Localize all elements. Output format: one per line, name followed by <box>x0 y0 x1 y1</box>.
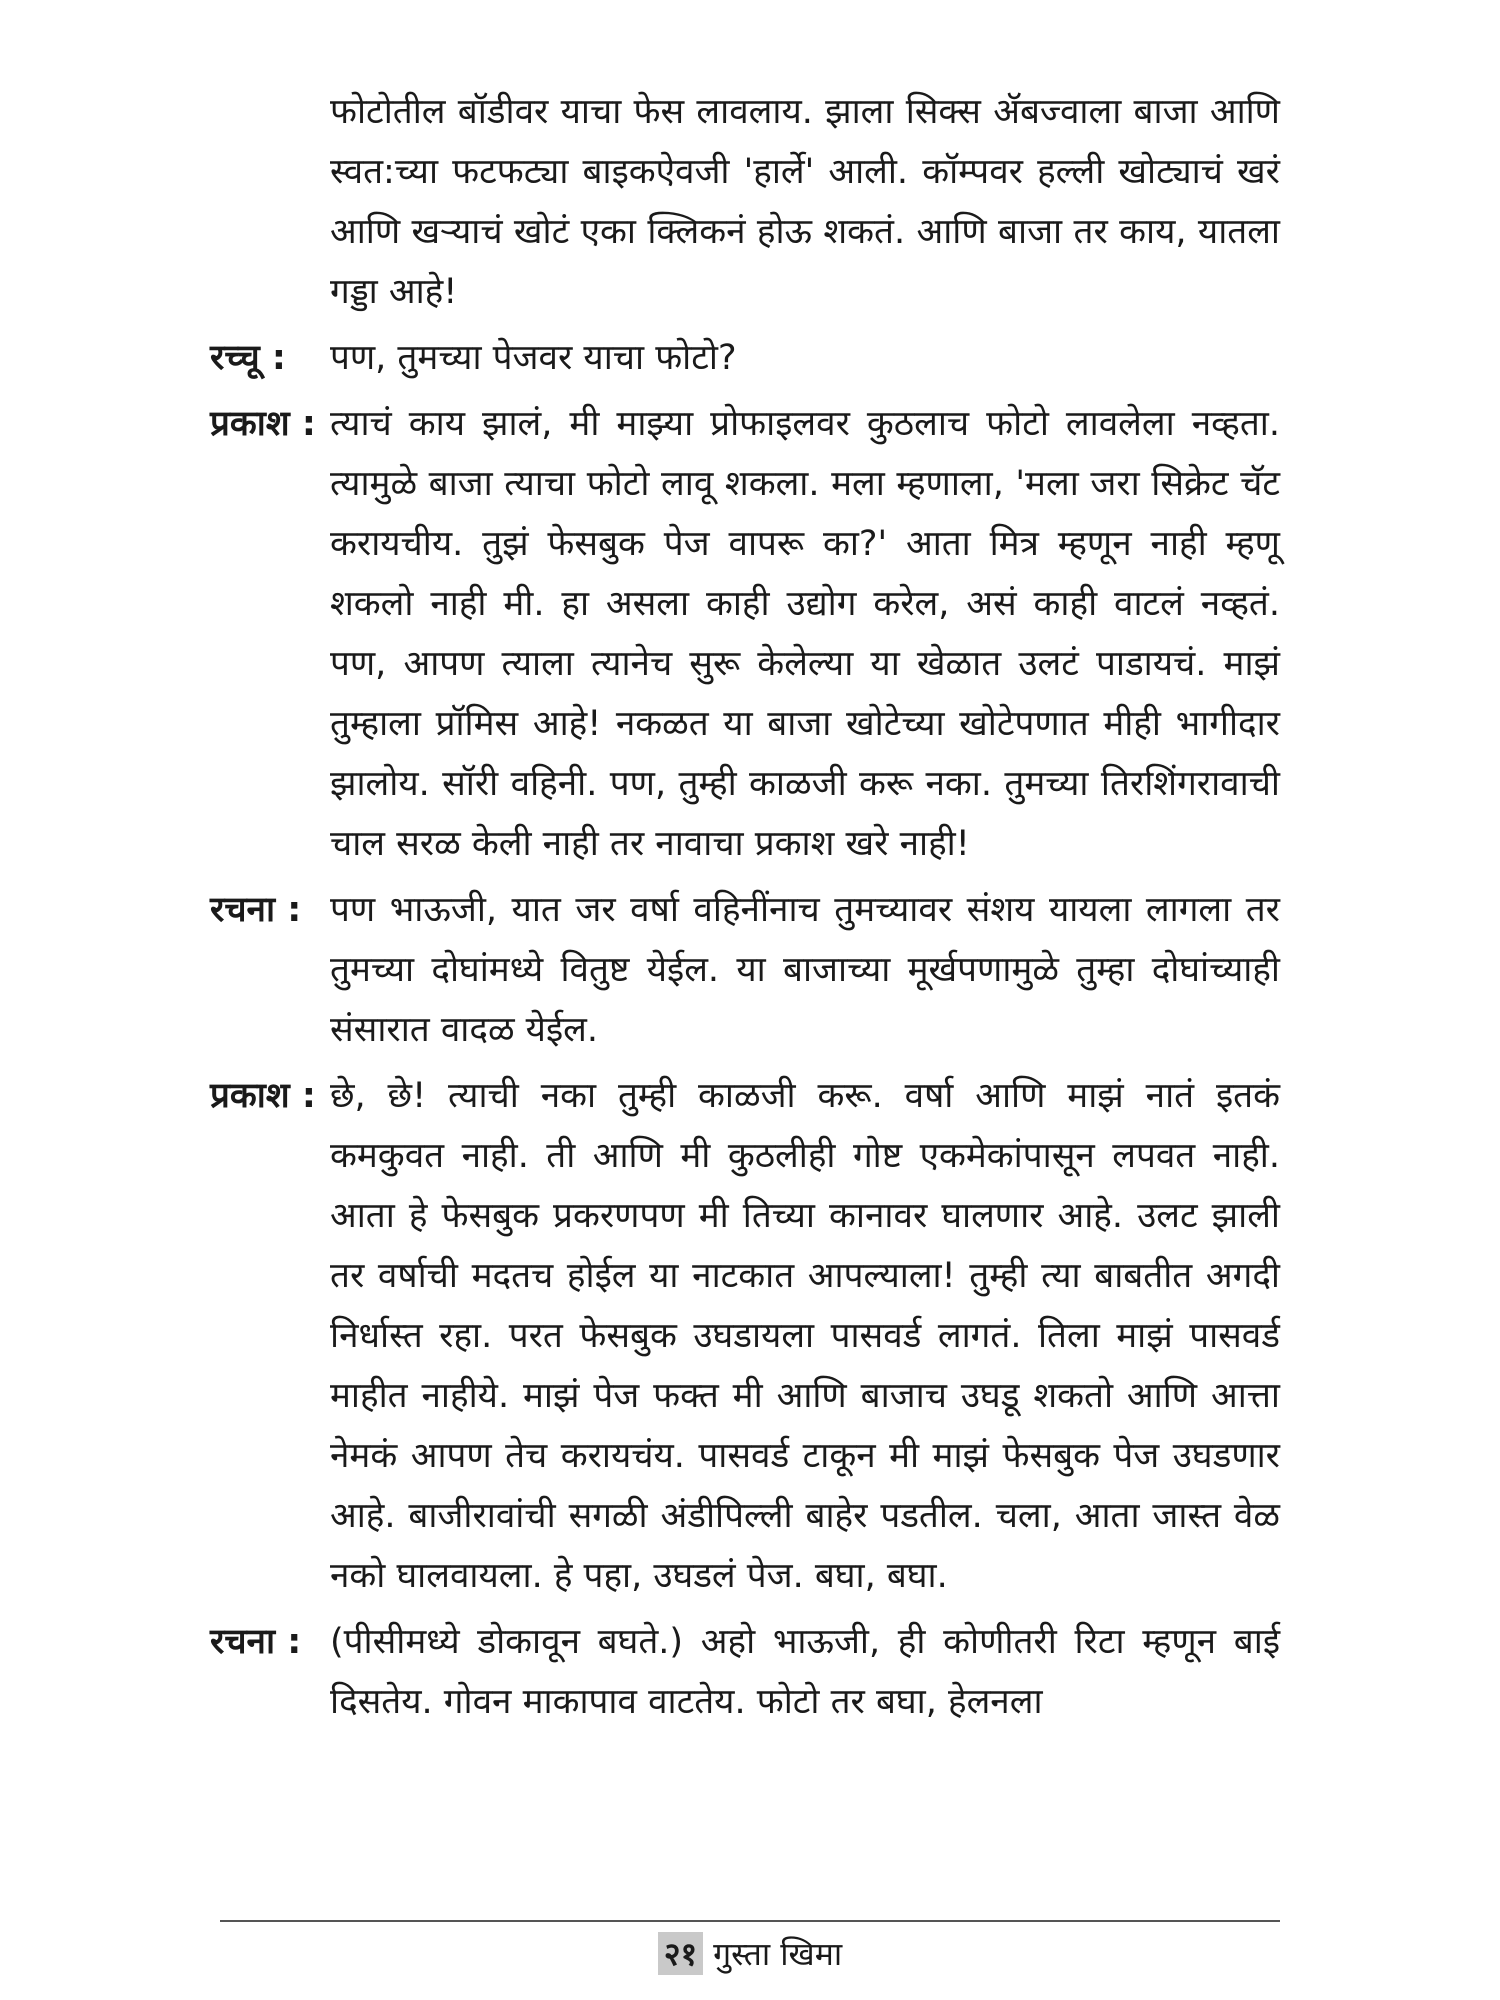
speaker-label: रच्चू : <box>210 338 286 378</box>
speaker-label: रचना : <box>210 1622 302 1662</box>
dialogue-block <box>210 1612 1280 1732</box>
dialogue-block <box>210 880 1280 1060</box>
page-footer <box>220 1920 1280 1975</box>
footer-line <box>220 1932 1280 1975</box>
dialogue-text: (पीसीमध्ये डोकावून बघते.) अहो भाऊजी, ही कोणीतरी रिटा म्हणून बाई दिसतेय. गोवन माकापाव वाटतेय. फोटो तर बघा, हेलनला <box>330 1622 1280 1722</box>
dialogue-text: पण, तुमच्या पेजवर याचा फोटो? <box>330 338 737 378</box>
footer-divider <box>220 1920 1280 1922</box>
page-body <box>210 82 1280 1732</box>
dialogue-text: पण भाऊजी, यात जर वर्षा वहिनींनाच तुमच्यावर संशय यायला लागला तर तुमच्या दोघांमध्ये वितुष्ट येईल. या बाजाच्या मूर्खपणामुळे तुम्हा दोघांच्याही संसारात वादळ येईल. <box>330 890 1280 1050</box>
dialogue-block <box>210 328 1280 388</box>
continuation-paragraph: फोटोतील बॉडीवर याचा फेस लावलाय. झाला सिक्स ॲबज्वाला बाजा आणि स्वत:च्या फटफट्या बाइकऐवजी 'हार्ले' आली. कॉम्पवर हल्ली खोट्याचं खरं आणि खऱ्याचं खोटं एका क्लिकनं होऊ शकतं. आणि बाजा तर काय, यातला गड्डा आहे! <box>330 92 1280 312</box>
dialogue-block <box>210 394 1280 874</box>
book-title: गुस्ता खिमा <box>713 1935 843 1973</box>
page-number: २१ <box>658 1932 703 1975</box>
speaker-label: प्रकाश : <box>210 1076 316 1116</box>
speaker-label: प्रकाश : <box>210 404 316 444</box>
dialogue-text: त्याचं काय झालं, मी माझ्या प्रोफाइलवर कुठलाच फोटो लावलेला नव्हता. त्यामुळे बाजा त्याचा फोटो लावू शकला. मला म्हणाला, 'मला जरा सिक्रेट चॅट करायचीय. तुझं फेसबुक पेज वापरू का?' आता मित्र म्हणून नाही म्हणू शकलो नाही मी. हा असला काही उद्योग करेल, असं काही वाटलं नव्हतं. पण, आपण त्याला त्यानेच सुरू केलेल्या या खेळात उलटं पाडायचं. माझं तुम्हाला प्रॉमिस आहे! नकळत या बाजा खोटेच्या खोटेपणात मीही भागीदार झालोय. सॉरी वहिनी. पण, तुम्ही काळजी करू नका. तुमच्या तिरशिंगरावाची चाल सरळ केली नाही तर नावाचा प्रकाश खरे नाही! <box>330 404 1280 864</box>
dialogue-block <box>210 1066 1280 1606</box>
dialogue-text: छे, छे! त्याची नका तुम्ही काळजी करू. वर्षा आणि माझं नातं इतकं कमकुवत नाही. ती आणि मी कुठलीही गोष्ट एकमेकांपासून लपवत नाही. आता हे फेसबुक प्रकरणपण मी तिच्या कानावर घालणार आहे. उलट झाली तर वर्षाची मदतच होईल या नाटकात आपल्याला! तुम्ही त्या बाबतीत अगदी निर्धास्त रहा. परत फेसबुक उघडायला पासवर्ड लागतं. तिला माझं पासवर्ड माहीत नाहीये. माझं पेज फक्त मी आणि बाजाच उघडू शकतो आणि आत्ता नेमकं आपण तेच करायचंय. पासवर्ड टाकून मी माझं फेसबुक पेज उघडणार आहे. बाजीरावांची सगळी अंडीपिल्ली बाहेर पडतील. चला, आता जास्त वेळ नको घालवायला. हे पहा, उघडलं पेज. बघा, बघा. <box>330 1076 1280 1596</box>
speaker-label: रचना : <box>210 890 302 930</box>
